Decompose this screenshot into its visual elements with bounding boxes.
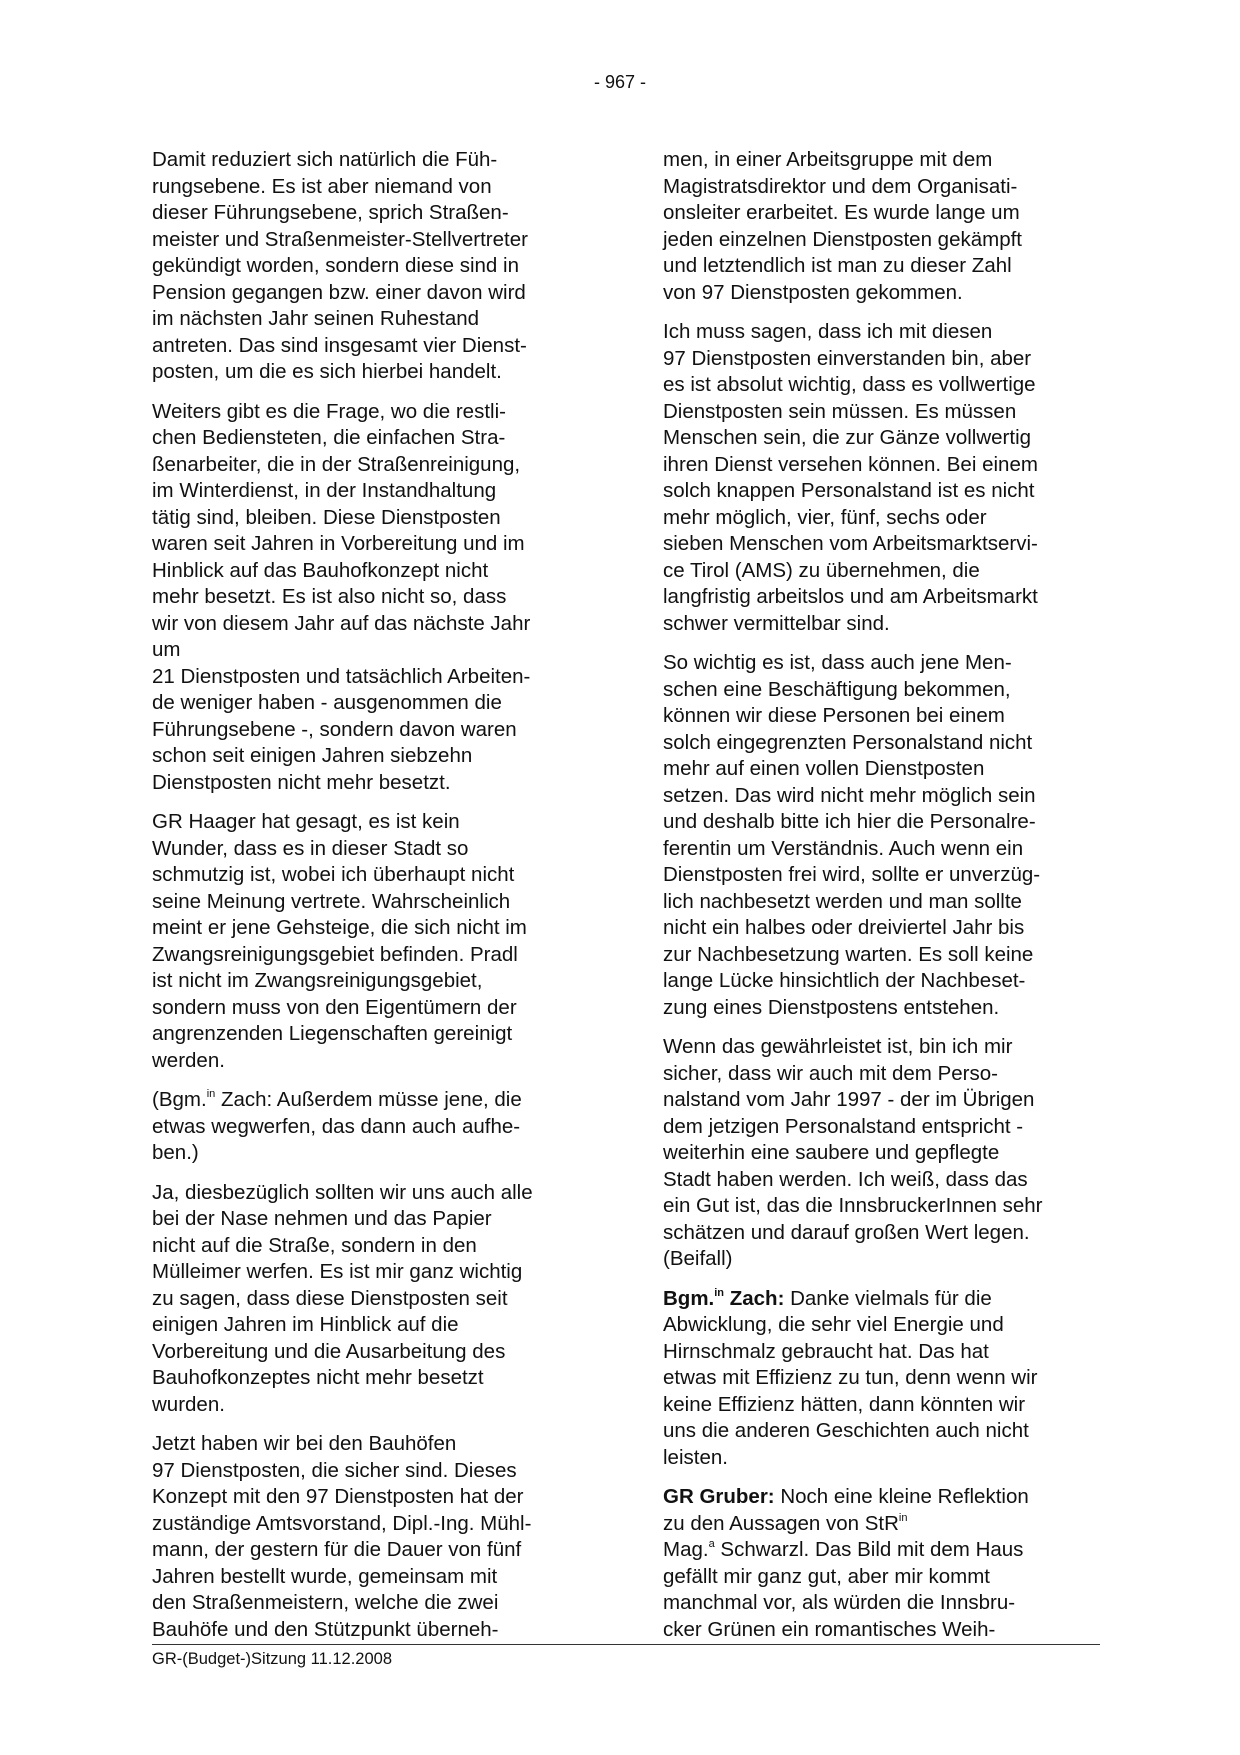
speaker-paragraph [663,1484,1099,1643]
paragraph: Jetzt haben wir bei den Bauhöfen 97 Dienstposten, die sicher sind. Dieses Konzept mit den 97 Dienstposten hat der zuständige Amtsvorstand, Dipl.-Ing. Mühl- mann, der gestern für die Dauer von fünf Jahren bestellt wurde, gemeinsam mit den Straßenmeistern, welche die zwei Bauhöfe und den Stützpunkt überneh- [152,1432,532,1641]
left-column [152,147,582,1656]
speech-text: Mag. [663,1538,709,1561]
interjection-text: Zach: Außerdem müsse jene, die etwas wegwerfen, das dann auch aufhe- ben.) [152,1088,522,1164]
paragraph: Wenn das gewährleistet ist, bin ich mir sicher, dass wir auch mit dem Perso- nalstand vom Jahr 1997 - der im Übrigen dem jetzigen Personalstand entspricht - weiterhin eine saubere und gepflegte Stadt haben werden. Ich weiß, dass das ein Gut ist, das die InnsbruckerInnen sehr schätzen und darauf großen Wert legen. (Beifall) [663,1035,1043,1270]
paragraph: So wichtig es ist, dass auch jene Men- schen eine Beschäftigung bekommen, können wir diese Personen bei einem solch eingegrenzten Personalstand nicht mehr auf einen vollen Dienstposten setzen. Das wird nicht mehr möglich sein und deshalb bitte ich hier die Personalre- ferentin um Verständnis. Auch wenn ein Dienstposten frei wird, sollte er unverzüg- lich nachbesetzt werden und man sollte nicht ein halbes oder dreiviertel Jahr bis zur Nachbesetzung warten. Es soll keine lange Lücke hinsichtlich der Nachbeset- zung eines Dienstpostens entstehen. [663,651,1041,1019]
speaker-prefix: Bgm. [663,1286,715,1310]
speaker-name: GR Gruber: [663,1485,775,1508]
footer-divider [152,1644,1100,1645]
paragraph: Ich muss sagen, dass ich mit diesen 97 Dienstposten einverstanden bin, aber es ist absolut wichtig, dass es vollwertige Dienstposten sein müssen. Es müssen Menschen sein, die zur Gänze vollwertig ihren Dienst versehen können. Bei einem solch knappen Personalstand ist es nicht mehr möglich, vier, fünf, sechs oder sieben Menschen vom Arbeitsmarktservi- ce Tirol (AMS) zu übernehmen, die langfristig arbeitslos und am Arbeitsmarkt schwer vermittelbar sind. [663,320,1038,635]
right-column [663,147,1099,1656]
superscript: in [206,1088,216,1100]
paragraph: Damit reduziert sich natürlich die Füh- rungsebene. Es ist aber niemand von dieser Führungsebene, sprich Straßen- meister und Straßenmeister-Stellvertreter gekündigt worden, sondern diese sind in Pension gegangen bzw. einer davon wird im nächsten Jahr seinen Ruhestand antreten. Das sind insgesamt vier Dienst- posten, um die es sich hierbei handelt. [152,148,528,383]
paragraph: Ja, diesbezüglich sollten wir uns auch alle bei der Nase nehmen und das Papier nicht auf die Straße, sondern in den Mülleimer werfen. Es ist mir ganz wichtig zu sagen, dass diese Dienstposten seit einigen Jahren im Hinblick auf die Vorbereitung und die Ausarbeitung des Bauhofkonzeptes nicht mehr besetzt wurden. [152,1180,533,1416]
superscript: in [898,1511,908,1524]
interjection-prefix: (Bgm. [152,1088,207,1111]
speech-text: Schwarzl. Das Bild mit dem Haus gefällt mir ganz gut, aber mir kommt manchmal vor, als würden die Innsbru- cker Grünen ein romantisches Weih- [663,1538,1024,1641]
paragraph: GR Haager hat gesagt, es ist kein Wunder, dass es in dieser Stadt so schmutzig ist, wobei ich überhaupt nicht seine Meinung vertrete. Wahrscheinlich meint er jene Gehsteige, die sich nicht im Zwangsreinigungsgebiet befinden. Pradl ist nicht im Zwangsreinigungsgebiet, sondern muss von den Eigentümern der angrenzenden Liegenschaften gereinigt werden. [152,810,527,1072]
footer-text: GR-(Budget-)Sitzung 11.12.2008 [152,1650,392,1668]
page-number: - 967 - [593,72,647,92]
paragraph: Weiters gibt es die Frage, wo die restli- chen Bediensteten, die einfachen Stra- ßenarbeiter, die in der Straßenreinigung, im Winterdienst, in der Instandhaltung tätig sind, bleiben. Diese Dienstposten waren seit Jahren in Vorbereitung und im Hinblick auf das Bauhofkonzept nicht mehr besetzt. Es ist also nicht so, dass wir von diesem Jahr auf das nächste Jahr um 21 Dienstposten und tatsächlich Arbeiten- de weniger haben - ausgenommen die Führungsebene -, sondern davon waren schon seit einigen Jahren siebzehn Dienstposten nicht mehr besetzt. [152,399,531,794]
superscript: in [714,1286,725,1299]
speech-text: Noch eine kleine Reflektion zu den Aussagen von StR [663,1485,1029,1535]
speaker-paragraph [663,1286,1099,1472]
interjection-paragraph [152,1087,582,1167]
speaker-suffix: Zach: [724,1286,785,1310]
paragraph: men, in einer Arbeitsgruppe mit dem Magistratsdirektor und dem Organisati- onsleiter erarbeitet. Es wurde lange um jeden einzelnen Dienstposten gekämpft und letztendlich ist man zu dieser Zahl von 97 Dienstposten gekommen. [663,148,1022,304]
speech-text: Danke vielmals für die Abwicklung, die sehr viel Energie und Hirnschmalz gebraucht hat. Das hat etwas mit Effizienz zu tun, denn wenn wir keine Effizienz hätten, dann könnten wir uns die anderen Geschichten auch nicht leisten. [663,1286,1038,1469]
superscript: a [708,1538,715,1550]
speaker-name [663,1287,784,1310]
